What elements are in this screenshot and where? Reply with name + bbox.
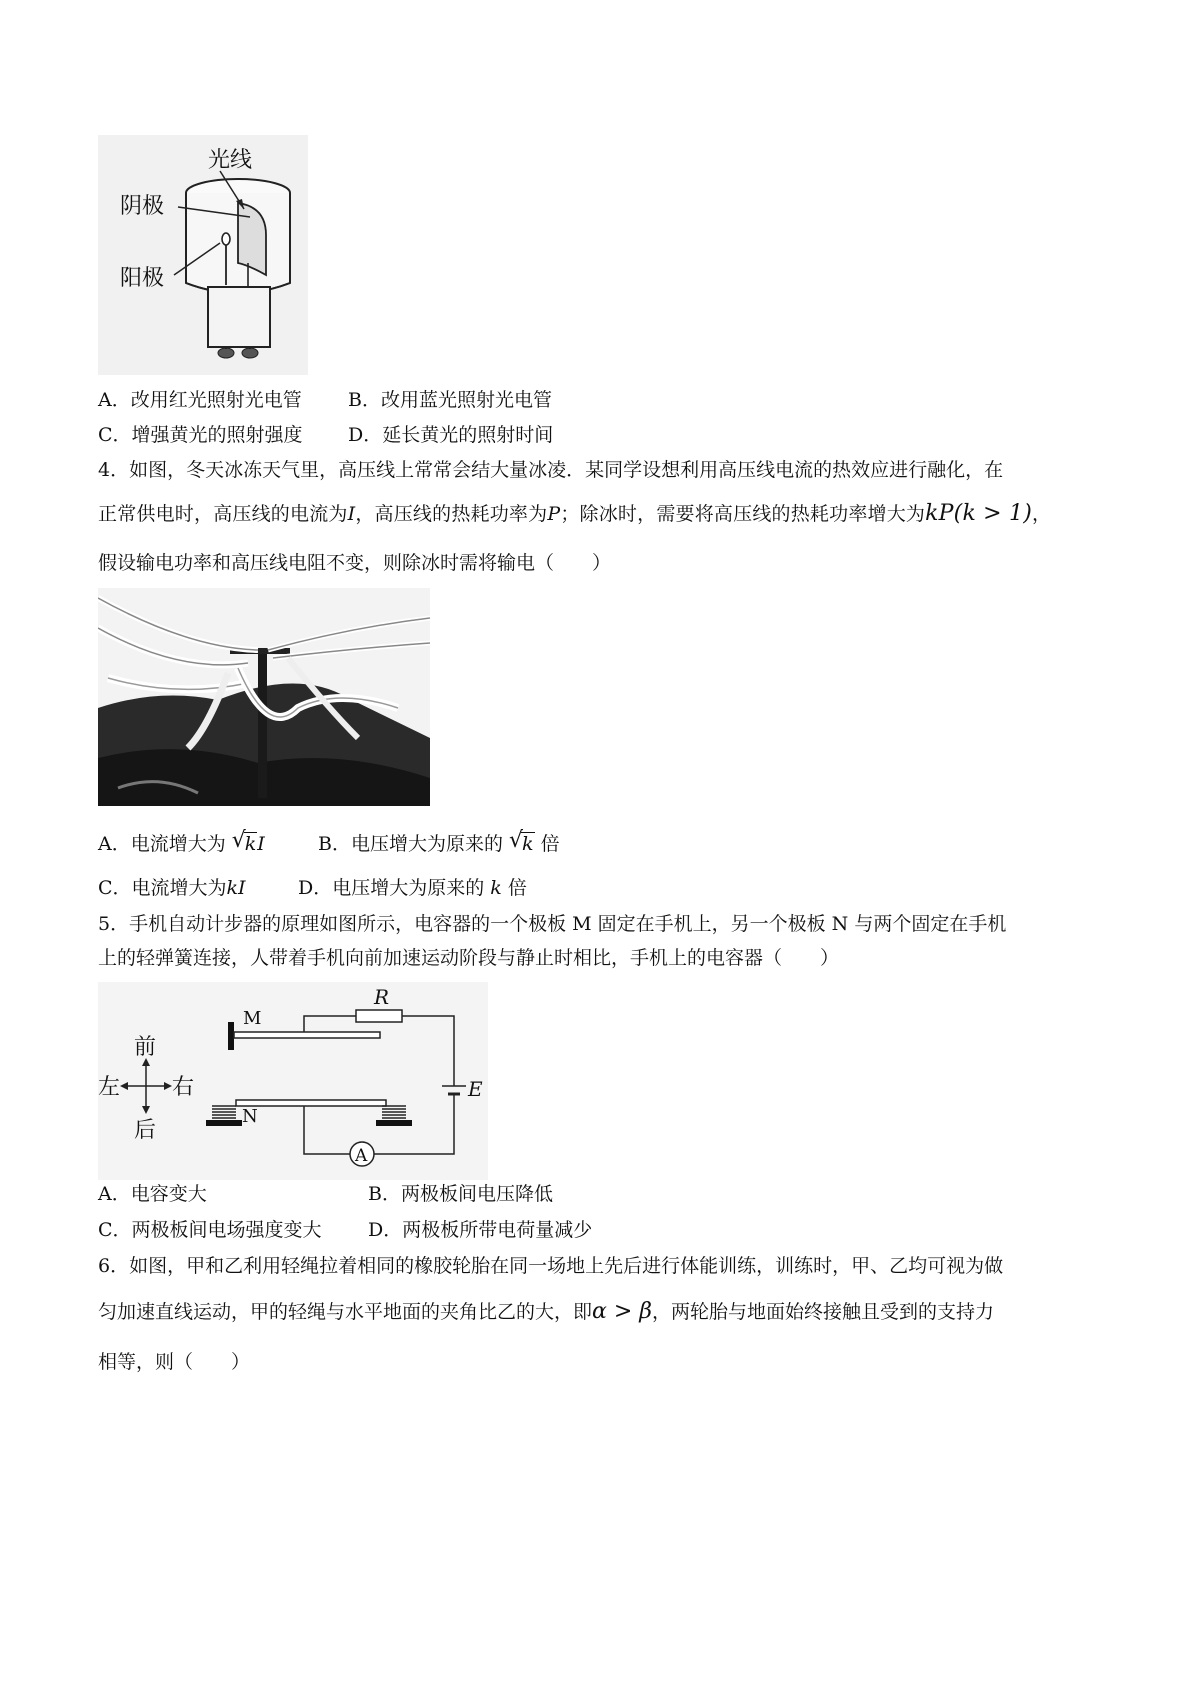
q4-stem-text: 正常供电时，高压线的电流为 [98,503,348,525]
q5-stem-line2: 上的轻弹簧连接，人带着手机向前加速运动阶段与静止时相比，手机上的电容器（ ） [98,947,840,969]
q4-stem-line2 [98,502,1051,526]
q5-option-d[interactable]: D．两极板所带电荷量减少 [368,1219,593,1241]
q4-stem-text: ；除冰时，需要将高压线的热耗功率增大为 [560,503,926,525]
power-symbol: P [547,503,561,525]
q4-option-d[interactable] [298,876,527,900]
q5-option-a[interactable]: A．电容变大 [98,1183,207,1205]
label-emf: E [468,1077,483,1101]
label-light: 光线 [208,148,253,173]
q4-option-a[interactable] [98,828,265,856]
q4-option-d-text: D．电压增大为原来的 [298,877,485,899]
q4-stem-text: ，高压线的热耗功率为 [355,503,548,525]
q6-stem-text: 匀加速直线运动，甲的轻绳与水平地面的夹角比乙的大，即 [98,1301,593,1323]
q4-option-a-text: A．电流增大为 [98,833,226,855]
label-resistor: R [374,985,390,1009]
kI-expression: kI [226,877,246,899]
label-ammeter: A [355,1146,368,1166]
q5-stem-line1: 5．手机自动计步器的原理如图所示，电容器的一个极板 M 固定在手机上，另一个极板 N 与两个固定在手机 [98,913,1007,935]
q4-stem-text: ， [1032,503,1052,525]
label-front: 前 [134,1035,157,1060]
q6-stem-line2 [98,1300,994,1324]
q3-option-b[interactable]: B．改用蓝光照射光电管 [348,389,552,411]
label-plate-m: M [243,1008,262,1029]
q4-option-b-text: B．电压增大为原来的 [318,833,503,855]
label-back: 后 [134,1118,157,1143]
sqrt-k: √ k [509,828,534,855]
power-expression: kP(k > 1) [925,501,1032,526]
q4-option-d-tail: 倍 [507,877,527,899]
radicand: k [522,833,534,855]
current-symbol: I [347,503,356,525]
q6-stem-line1: 6．如图，甲和乙利用轻绳拉着相同的橡胶轮胎在同一场地上先后进行体能训练，训练时，甲、乙均可视为做 [98,1255,1004,1277]
photoelectric-tube-figure [98,135,308,375]
k-symbol: k [490,877,502,899]
label-anode: 阳极 [120,266,165,291]
q3-option-a[interactable]: A．改用红光照射光电管 [98,389,302,411]
q4-option-b[interactable] [318,828,560,856]
q4-stem-line1: 4．如图，冬天冰冻天气里，高压线上常常会结大量冰凌．某同学设想利用高压线电流的热效应进行融化，在 [98,459,1004,481]
q4-stem-line3: 假设输电功率和高压线电阻不变，则除冰时需将输电（ ） [98,552,612,574]
q5-option-c[interactable]: C．两极板间电场强度变大 [98,1219,322,1241]
radicand: k [244,833,257,855]
label-plate-n: N [242,1106,258,1127]
sqrt-k: √ k [231,828,257,855]
q3-option-d[interactable]: D．延长黄光的照射时间 [348,424,554,446]
q6-stem-line3: 相等，则（ ） [98,1351,251,1373]
pedometer-circuit-figure [98,982,488,1180]
angle-inequality: α > β [592,1299,653,1324]
q4-option-c-text: C．电流增大为 [98,877,227,899]
iced-power-line-photo [98,588,430,806]
current-symbol: I [257,833,265,855]
q6-stem-text: ，两轮胎与地面始终接触且受到的支持力 [652,1301,995,1323]
q4-option-b-tail: 倍 [540,833,560,855]
q3-option-c[interactable]: C．增强黄光的照射强度 [98,424,303,446]
label-right: 右 [172,1075,195,1100]
q4-option-c[interactable] [98,876,246,900]
q5-option-b[interactable]: B．两极板间电压降低 [368,1183,553,1205]
label-left: 左 [98,1075,121,1100]
label-cathode: 阴极 [120,194,165,219]
